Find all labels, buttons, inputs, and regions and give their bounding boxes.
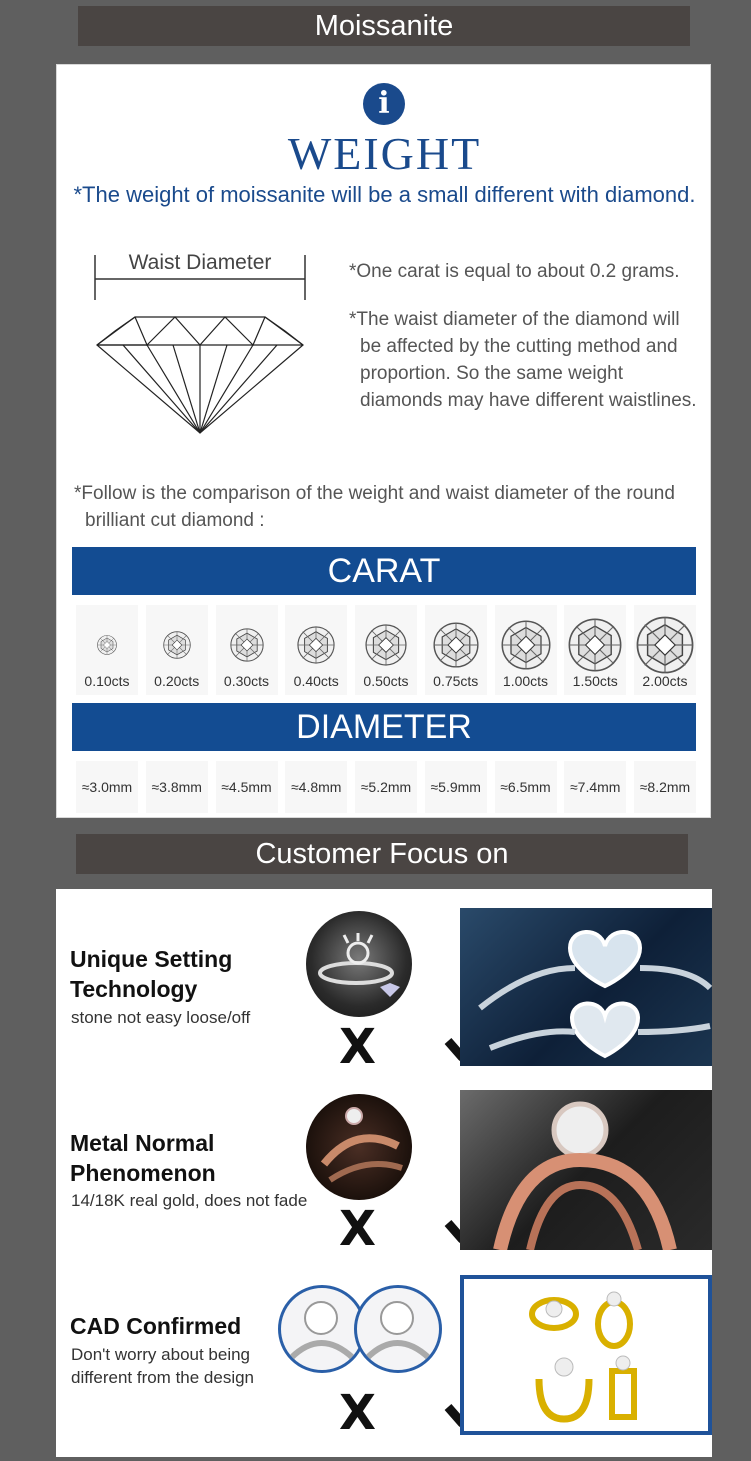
carat-label: 1.00cts [502,673,549,689]
carat-cell [146,605,208,695]
feature-2-desc: 14/18K real gold, does not fade [71,1191,308,1210]
weight-subtitle: *The weight of moissanite will be a small different with diamond. [73,182,696,207]
diameter-cell [425,761,487,813]
carat-cell [285,605,347,695]
diamond-icon [568,618,622,672]
feature-2-title [70,1128,216,1188]
carat-cell [634,605,696,695]
diameter-cell [146,761,208,813]
carat-cell [495,605,557,695]
carat-cell [216,605,278,695]
x-mark-icon: X [339,1201,377,1257]
faded-gold-ring-image [306,1094,412,1200]
rose-gold-ring-photo [460,1090,712,1250]
cad-ring-image-left [278,1285,366,1373]
diameter-bar: DIAMETER [72,703,696,751]
x-mark-icon: X [339,1019,377,1075]
diamond-icon [297,626,335,664]
diamond-icon [230,628,264,662]
diamond-icon [365,624,407,666]
diamond-icon [433,622,479,668]
carat-cell [425,605,487,695]
diameter-cell [285,761,347,813]
feature-2-title-line2: Phenomenon [70,1160,216,1186]
feature-1-title-line1: Unique Setting [70,946,233,972]
customer-focus-card [56,889,712,1457]
loose-setting-ring-image [306,911,412,1017]
carat-row [76,605,696,695]
carat-cell [355,605,417,695]
carat-label: 0.75cts [433,673,479,689]
diamond-icon [163,631,191,659]
diamond-icon [501,620,551,670]
diameter-cell [355,761,417,813]
diameter-label: ≈6.5mm [500,779,551,795]
feature-2-title-line1: Metal Normal [70,1130,215,1156]
moissanite-banner: Moissanite [78,6,690,46]
diameter-cell [564,761,626,813]
diameter-label: ≈7.4mm [570,779,621,795]
diameter-row [76,761,696,813]
diameter-label: ≈4.8mm [291,779,342,795]
carat-label: 0.20cts [154,673,200,689]
diameter-label: ≈3.8mm [151,779,202,795]
diamond-diagram [85,245,315,445]
carat-weight-note: *One carat is equal to about 0.2 grams. [349,261,680,282]
diameter-label: ≈5.9mm [430,779,481,795]
comparison-note: *Follow is the comparison of the weight and waist diameter of the round brilliant cut diamond : [74,483,675,531]
carat-cell [76,605,138,695]
feature-1-title-line2: Technology [70,976,198,1002]
carat-bar: CARAT [72,547,696,595]
cad-design-photo [460,1275,712,1435]
cad-ring-image-right [354,1285,442,1373]
diameter-label: ≈3.0mm [81,779,133,795]
carat-label: 0.10cts [84,673,130,689]
diameter-label: ≈8.2mm [639,779,691,795]
diameter-cell [495,761,557,813]
diameter-cell [216,761,278,813]
diamond-icon [636,616,694,674]
weight-heading: WEIGHT [287,128,482,179]
waist-diameter-note: *The waist diameter of the diamond will be affected by the cutting method and proportion. So the same weight diamonds may have different waistlines. [349,309,697,411]
carat-label: 2.00cts [642,673,688,689]
diameter-cell [76,761,138,813]
x-mark-icon: X [339,1385,377,1441]
carat-cell [564,605,626,695]
diameter-label: ≈5.2mm [360,779,412,795]
diameter-cell [634,761,696,813]
weight-card [56,64,711,818]
feature-3-desc [71,1343,254,1389]
feature-3-desc-line1: Don't worry about being [71,1345,251,1364]
info-icon: i [363,83,405,125]
heart-halo-rings-photo [460,908,712,1066]
feature-1-desc: stone not easy loose/off [71,1008,251,1027]
feature-1-title [70,944,232,1004]
waist-diameter-label: Waist Diameter [128,251,272,274]
carat-label: 1.50cts [572,673,618,689]
carat-label: 0.30cts [223,673,270,689]
diamond-icon [97,635,117,655]
customer-focus-banner: Customer Focus on [76,834,688,874]
diameter-label: ≈4.5mm [221,779,272,795]
carat-label: 0.40cts [293,673,339,689]
feature-3-desc-line2: different from the design [71,1368,255,1387]
carat-label: 0.50cts [363,673,409,689]
feature-3-title: CAD Confirmed [70,1313,242,1339]
